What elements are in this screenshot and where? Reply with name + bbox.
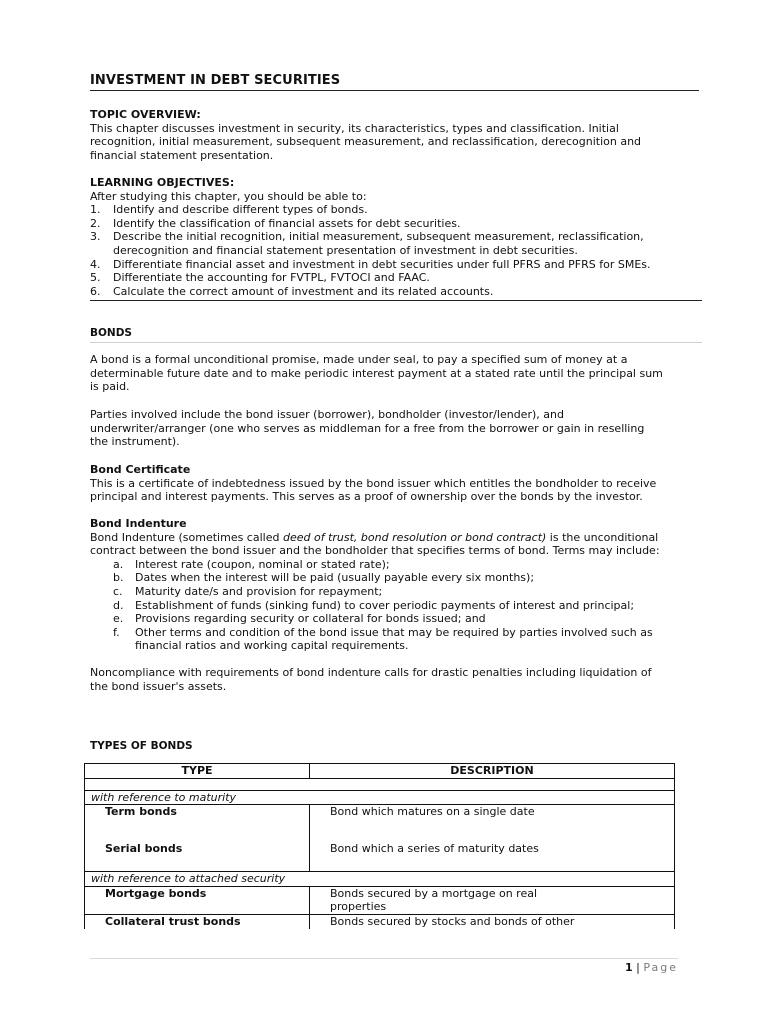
objectives-heading: LEARNING OBJECTIVES: [90, 176, 235, 189]
bond-certificate-heading: Bond Certificate [90, 463, 191, 476]
footer-separator: | [636, 961, 640, 974]
bond-description: Bonds secured by stocks and bonds of other [310, 914, 675, 928]
table-group-row [85, 872, 675, 887]
page-footer [625, 961, 678, 974]
table-row [85, 805, 675, 872]
bond-indenture-section: Bond Indenture Bond Indenture (sometimes called deed of trust, bond resolution or bond contract) is the unconditional contract between the bond issuer and the bondholder that specifies terms of bond. Terms may include: a. Interest rate (coupon, nominal or stated rate); b. Dates when the interest will be paid (usually payable every six months); c. Maturity date/s and provision for repayment; d. Establishment of funds (sinking fund) to cover periodic payments of interest and principal; e. Provisions regarding security or collateral for bonds issued; and f. Other terms and condition of the bond issue that may be required by parties involved such as financial ratios and working capital requirements. [90, 517, 710, 653]
indenture-terms-list [113, 558, 710, 653]
types-of-bonds-table [84, 763, 675, 929]
learning-objectives [90, 176, 710, 298]
bond-indenture-heading: Bond Indenture [90, 517, 187, 530]
list-item: e. Provisions regarding security or collateral for bonds issued; and [113, 612, 486, 626]
list-item: 5. Differentiate the accounting for FVTPL, FVTOCI and FAAC. [90, 271, 430, 285]
types-heading: TYPES OF BONDS [90, 740, 193, 752]
list-item: 6. Calculate the correct amount of investment and its related accounts. [90, 284, 494, 298]
list-item: f. Other terms and condition of the bond issue that may be required by parties involved such as financial ratios and working capital requirements. [113, 625, 653, 653]
bonds-heading-rule [90, 342, 702, 343]
table-group-row [85, 790, 675, 805]
indenture-noncompliance: Noncompliance with requirements of bond indenture calls for drastic penalties including liquidation of the bond issuer's assets. [90, 666, 652, 693]
group-label: with reference to maturity [85, 790, 675, 805]
bond-type: Mortgage bonds [85, 886, 310, 914]
list-item: c. Maturity date/s and provision for repayment; [113, 584, 383, 598]
column-header-type: TYPE [85, 764, 310, 779]
list-item: 4. Differentiate financial asset and investment in debt securities under full PFRS and PFRS for SMEs. [90, 257, 651, 271]
overview-line: This chapter discusses investment in security, its characteristics, types and classification. Initial [90, 121, 619, 135]
overview-line: financial statement presentation. [90, 148, 274, 162]
page-word: Page [643, 961, 678, 974]
table-row [85, 886, 675, 914]
page-number: 1 [624, 961, 633, 974]
table-spacer-row [85, 778, 675, 790]
column-header-description: DESCRIPTION [310, 764, 675, 779]
bond-description: Bond which matures on a single date [330, 805, 535, 819]
bond-type: Collateral trust bonds [85, 914, 310, 928]
group-label: with reference to attached security [85, 872, 675, 887]
bond-type: Term bonds [105, 805, 177, 819]
bond-type: Serial bonds [105, 841, 183, 855]
indenture-line: Bond Indenture (sometimes called deed of trust, bond resolution or bond contract) is the unconditional [90, 530, 659, 544]
objectives-list [90, 203, 710, 298]
list-item: d. Establishment of funds (sinking fund) to cover periodic payments of interest and principal; [113, 598, 635, 612]
list-item: 3. Describe the initial recognition, initial measurement, subsequent measurement, reclassification, derecognition and financial statement presentation of investment in debt securities. [90, 230, 644, 257]
list-item: a. Interest rate (coupon, nominal or stated rate); [113, 557, 390, 571]
table-header-row [85, 764, 675, 779]
document-title: INVESTMENT IN DEBT SECURITIES [90, 73, 699, 91]
section-divider [90, 300, 702, 301]
list-item: 2. Identify the classification of financial assets for debt securities. [90, 216, 461, 230]
bonds-paragraph-2: Parties involved include the bond issuer (borrower), bondholder (investor/lender), and underwriter/arranger (one who serves as middleman for a free from the borrower or gain in reselling the instrument). [90, 408, 645, 449]
overview-heading: TOPIC OVERVIEW: [90, 108, 201, 121]
bond-description: Bond which a series of maturity dates [330, 841, 539, 855]
list-item: 1. Identify and describe different types of bonds. [90, 203, 368, 217]
bonds-paragraph-1: A bond is a formal unconditional promise, made under seal, to pay a specified sum of money at a determinable future date and to make periodic interest payment at a stated rate until the principal sum is paid. [90, 353, 663, 394]
bonds-heading: BONDS [90, 327, 132, 339]
topic-overview [90, 108, 710, 162]
list-item: b. Dates when the interest will be paid (usually payable every six months); [113, 571, 535, 585]
footer-rule [90, 958, 678, 959]
bond-certificate-section: Bond Certificate This is a certificate of indebtedness issued by the bond issuer which entitles the bondholder to receive principal and interest payments. This serves as a proof of ownership over the bonds by the investor. [90, 463, 710, 504]
bond-description: Bonds secured by a mortgage on real properties [310, 886, 675, 914]
objectives-intro: After studying this chapter, you should be able to: [90, 189, 367, 203]
table-row [85, 914, 675, 928]
overview-line: recognition, initial measurement, subsequent measurement, and reclassification, derecognition and [90, 135, 642, 149]
